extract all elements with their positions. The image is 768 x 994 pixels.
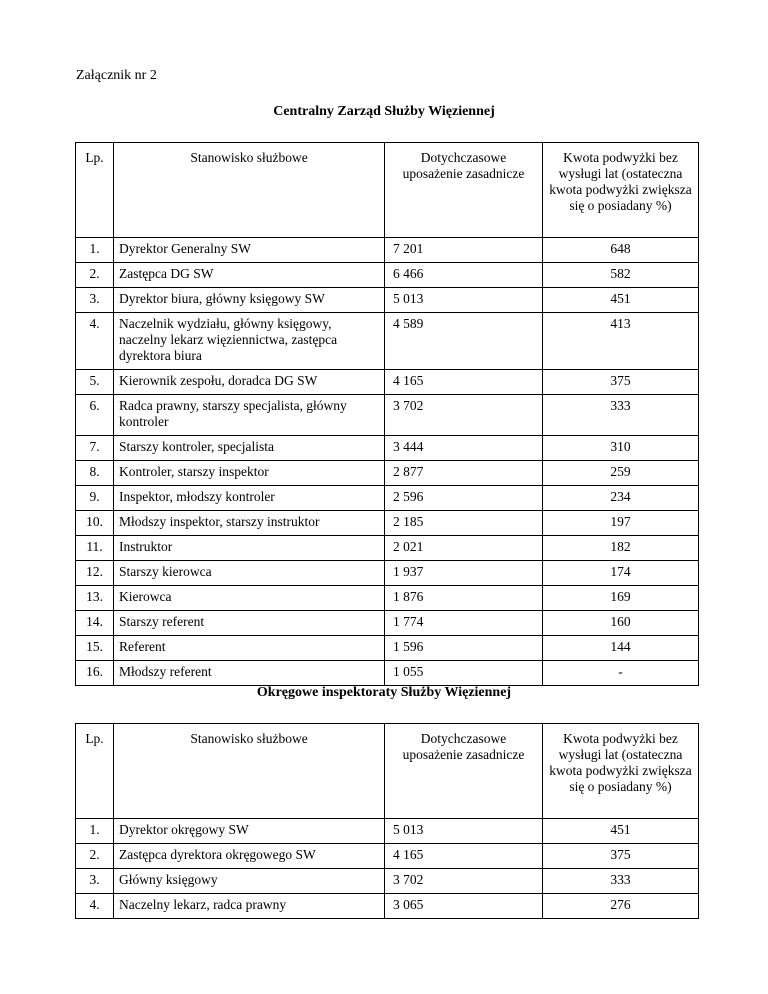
cell-position: Dyrektor Generalny SW [114, 238, 385, 263]
cell-salary: 1 876 [385, 586, 543, 611]
table-row [76, 661, 699, 686]
cell-position: Starszy referent [114, 611, 385, 636]
cell-increase: - [543, 661, 699, 686]
annex-label: Załącznik nr 2 [76, 68, 157, 83]
cell-lp: 2. [76, 844, 114, 869]
cell-lp: 3. [76, 869, 114, 894]
cell-position: Kierownik zespołu, doradca DG SW [114, 370, 385, 395]
cell-increase: 169 [543, 586, 699, 611]
table-row [76, 263, 699, 288]
cell-position: Referent [114, 636, 385, 661]
central-board-salary-table [75, 142, 699, 686]
table-row [76, 436, 699, 461]
cell-position: Kierowca [114, 586, 385, 611]
cell-lp: 1. [76, 819, 114, 844]
cell-lp: 14. [76, 611, 114, 636]
cell-salary: 4 165 [385, 370, 543, 395]
table-header-row [76, 724, 699, 819]
cell-increase: 333 [543, 395, 699, 436]
cell-salary: 3 444 [385, 436, 543, 461]
table-row [76, 536, 699, 561]
cell-position: Starszy kierowca [114, 561, 385, 586]
cell-lp: 11. [76, 536, 114, 561]
cell-salary: 5 013 [385, 288, 543, 313]
cell-salary: 2 021 [385, 536, 543, 561]
cell-position: Starszy kontroler, specjalista [114, 436, 385, 461]
cell-position: Kontroler, starszy inspektor [114, 461, 385, 486]
cell-salary: 5 013 [385, 819, 543, 844]
table-row [76, 611, 699, 636]
cell-salary: 4 165 [385, 844, 543, 869]
cell-salary: 1 596 [385, 636, 543, 661]
table-row [76, 238, 699, 263]
cell-increase: 451 [543, 819, 699, 844]
cell-position: Naczelny lekarz, radca prawny [114, 894, 385, 919]
cell-salary: 3 702 [385, 395, 543, 436]
cell-increase: 259 [543, 461, 699, 486]
cell-salary: 7 201 [385, 238, 543, 263]
cell-position: Radca prawny, starszy specjalista, główny kontroler [114, 395, 385, 436]
header-lp: Lp. [76, 143, 114, 238]
table-row [76, 395, 699, 436]
table-row [76, 844, 699, 869]
cell-salary: 3 065 [385, 894, 543, 919]
cell-salary: 1 055 [385, 661, 543, 686]
table-header-row [76, 143, 699, 238]
table-row [76, 511, 699, 536]
cell-lp: 6. [76, 395, 114, 436]
cell-lp: 2. [76, 263, 114, 288]
cell-lp: 12. [76, 561, 114, 586]
cell-salary: 2 877 [385, 461, 543, 486]
cell-position: Młodszy inspektor, starszy instruktor [114, 511, 385, 536]
cell-salary: 6 466 [385, 263, 543, 288]
cell-position: Zastępca dyrektora okręgowego SW [114, 844, 385, 869]
section-title-district-inspectorates: Okręgowe inspektoraty Służby Więziennej [256, 685, 512, 700]
header-increase: Kwota podwyżki bez wysługi lat (ostateczna kwota podwyżki zwiększa się o posiadany %) [543, 143, 699, 238]
cell-salary: 2 596 [385, 486, 543, 511]
cell-salary: 1 937 [385, 561, 543, 586]
cell-increase: 197 [543, 511, 699, 536]
table-row [76, 461, 699, 486]
header-lp: Lp. [76, 724, 114, 819]
cell-increase: 174 [543, 561, 699, 586]
cell-increase: 451 [543, 288, 699, 313]
cell-lp: 3. [76, 288, 114, 313]
cell-increase: 160 [543, 611, 699, 636]
cell-increase: 310 [543, 436, 699, 461]
cell-lp: 5. [76, 370, 114, 395]
cell-position: Dyrektor okręgowy SW [114, 819, 385, 844]
cell-lp: 16. [76, 661, 114, 686]
cell-increase: 276 [543, 894, 699, 919]
table-row [76, 586, 699, 611]
cell-position: Młodszy referent [114, 661, 385, 686]
table-row [76, 288, 699, 313]
district-inspectorates-salary-table [75, 723, 699, 919]
cell-position: Główny księgowy [114, 869, 385, 894]
cell-increase: 234 [543, 486, 699, 511]
table-row [76, 869, 699, 894]
header-salary: Dotychczasowe uposażenie zasadnicze [385, 724, 543, 819]
cell-lp: 4. [76, 313, 114, 370]
cell-lp: 8. [76, 461, 114, 486]
cell-position: Dyrektor biura, główny księgowy SW [114, 288, 385, 313]
cell-increase: 375 [543, 370, 699, 395]
cell-lp: 4. [76, 894, 114, 919]
cell-increase: 375 [543, 844, 699, 869]
cell-salary: 2 185 [385, 511, 543, 536]
cell-lp: 10. [76, 511, 114, 536]
cell-position: Zastępca DG SW [114, 263, 385, 288]
table-row [76, 313, 699, 370]
cell-increase: 144 [543, 636, 699, 661]
table-row [76, 486, 699, 511]
cell-lp: 15. [76, 636, 114, 661]
cell-increase: 648 [543, 238, 699, 263]
cell-salary: 1 774 [385, 611, 543, 636]
cell-position: Naczelnik wydziału, główny księgowy, naczelny lekarz więziennictwa, zastępca dyrektora biura [114, 313, 385, 370]
cell-lp: 13. [76, 586, 114, 611]
cell-position: Instruktor [114, 536, 385, 561]
header-increase: Kwota podwyżki bez wysługi lat (ostateczna kwota podwyżki zwiększa się o posiadany %) [543, 724, 699, 819]
table-row [76, 894, 699, 919]
cell-increase: 333 [543, 869, 699, 894]
cell-lp: 9. [76, 486, 114, 511]
cell-salary: 4 589 [385, 313, 543, 370]
cell-increase: 182 [543, 536, 699, 561]
table-row [76, 819, 699, 844]
cell-lp: 7. [76, 436, 114, 461]
header-position: Stanowisko służbowe [114, 724, 385, 819]
cell-increase: 582 [543, 263, 699, 288]
cell-salary: 3 702 [385, 869, 543, 894]
cell-increase: 413 [543, 313, 699, 370]
cell-position: Inspektor, młodszy kontroler [114, 486, 385, 511]
section-title-central-board: Centralny Zarząd Służby Więziennej [273, 104, 495, 119]
table-row [76, 636, 699, 661]
header-position: Stanowisko służbowe [114, 143, 385, 238]
cell-lp: 1. [76, 238, 114, 263]
header-salary: Dotychczasowe uposażenie zasadnicze [385, 143, 543, 238]
table-row [76, 561, 699, 586]
table-row [76, 370, 699, 395]
